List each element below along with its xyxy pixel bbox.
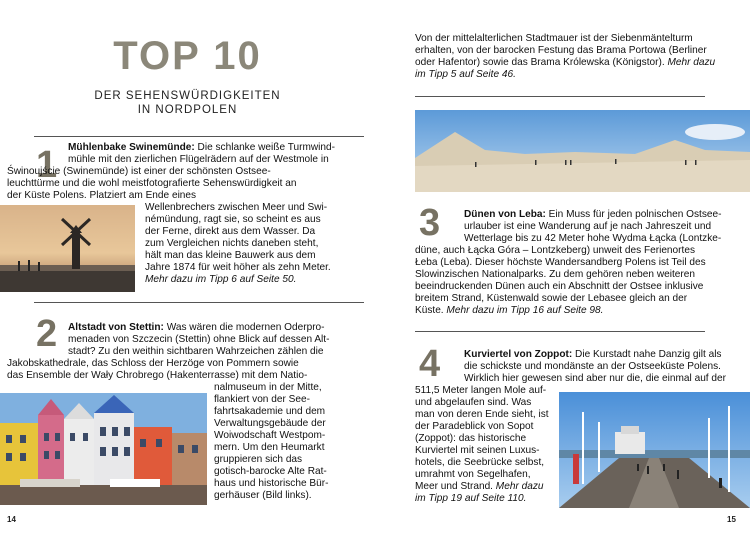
text-line: haus und historische Bür- [214, 478, 329, 489]
text-line: düne, auch Łącka Góra – Lontzkeberg) unweit des Ferienortes [415, 245, 695, 256]
text-line: (Zoppot): das historische [415, 433, 527, 444]
subtitle-line: DER SEHENSWÜRDIGKEITEN [94, 90, 281, 102]
windmill-photo [0, 205, 135, 292]
text-line: leuchttürme und die wohl meistfotografierte Sehenswürdigkeit an [7, 178, 297, 189]
text-line: menaden von Szczecin (Stettin) ohne Blick auf dessen Alt- [68, 334, 330, 345]
text-line: némündung, ragt sie, so scheint es aus [145, 214, 321, 225]
item-reference: im Tipp 19 auf Seite 110. [415, 493, 527, 504]
text-line: 511,5 Meter langen Mole auf- [415, 385, 547, 396]
text-line: flankiert von der See- [214, 394, 310, 405]
item-text-head [68, 322, 363, 334]
item-title: Mühlenbake Swinemünde: [68, 142, 195, 153]
text-line: gerhäuser (Bild links). [214, 490, 312, 501]
text-line: mühle mit den zierlichen Flügelrädern auf der Westmole in [68, 154, 329, 165]
text-line: hält man das kleine Bauwerk aus dem [145, 250, 316, 261]
sopot-pier-photo [559, 392, 750, 508]
text-line: Świnoujście (Swinemünde) ist einer der schönsten Ostsee- [7, 166, 271, 177]
text-line: Verwaltungsgebäude der [214, 418, 326, 429]
text-line: zum Vergleichen nichts daneben steht, [145, 238, 319, 249]
stettin-oldtown-photo [0, 393, 207, 505]
text-line: Jakobskathedrale, das Schloss der Herzöge von Pommern sowie [7, 358, 299, 369]
text-line: Jahre 1874 für weit höher als zehn Meter. [145, 262, 331, 273]
text-line: erhalten, von der barocken Festung das Brama Portowa (Berliner [415, 45, 707, 56]
item-title: Kurviertel von Zoppot: [464, 349, 573, 360]
text-line: der Küste Polens. Platziert am Ende eines [7, 190, 197, 201]
item-number: 2 [36, 313, 58, 355]
text-line: Meer und Strand. Mehr dazu [415, 481, 544, 492]
text-line: urlauber ist eine Wanderung auf je nach Jahreszeit und [464, 221, 712, 232]
text-line: stadt? Zu den weithin sichtbaren Wahrzeichen zählen die [68, 346, 324, 357]
text-line: man von deren Ende sieht, ist [415, 409, 549, 420]
text-line: Slowinzischen Nationalparks. Zu dem gehören neben weiteren [415, 269, 695, 280]
section-divider [34, 302, 364, 303]
text-line: Wetterlage bis zu 42 Meter hohe Wydma Łącka (Lontzke- [464, 233, 722, 244]
text-line: gruppieren sich das [214, 454, 303, 465]
text-line: Wellenbrechers zwischen Meer und Swi- [145, 202, 328, 213]
text-line: Die Kurstadt nahe Danzig gilt als [572, 349, 722, 360]
text-line: Woiwodschaft Westpom- [214, 430, 326, 441]
text-line: Küste. Mehr dazu im Tipp 16 auf Seite 98. [415, 305, 604, 316]
text-line: Die schlanke weiße Turmwind- [194, 142, 335, 153]
text-line: Łeba (Leba). Dieser höchste Wandersandberg Polens ist Teil des [415, 257, 706, 268]
item-title: Dünen von Leba: [464, 209, 546, 220]
page-subtitle [0, 89, 375, 117]
page-number: 14 [7, 515, 16, 524]
item-reference: Mehr dazu im Tipp 6 auf Seite 50. [145, 274, 297, 285]
section-divider [415, 96, 705, 97]
item-number: 1 [36, 144, 58, 186]
text-line: hotels, die Seebrücke selbst, [415, 457, 545, 468]
item-text-head [464, 349, 745, 361]
page-number: 15 [727, 515, 736, 524]
text-line: Kurviertel mit seinen Luxus- [415, 445, 540, 456]
item-reference: Mehr dazu [493, 481, 544, 492]
text-line: umrahmt von Segelhafen, [415, 469, 531, 480]
text-line: Wirklich hier gewesen sind aber nur die, die einmal auf der [464, 373, 727, 384]
text-line: Von der mittelalterlichen Stadtmauer ist der Siebenmäntelturm [415, 33, 693, 44]
text-line: der Paradeblick von Sopot [415, 421, 534, 432]
text-line: nalmuseum in der Mitte, [214, 382, 322, 393]
item-text-head [464, 209, 745, 221]
text-line: mern. Um den Heumarkt [214, 442, 325, 453]
section-divider [415, 331, 705, 332]
page-heading: TOP 10 [113, 34, 262, 78]
item-number: 4 [419, 343, 441, 385]
text-line: der Ferne, direkt aus dem Wasser. Da [145, 226, 316, 237]
leba-dunes-photo [415, 110, 750, 192]
text-line: das Ensemble der Wały Chrobrego (Hakenterrasse) mit dem Natio- [7, 370, 308, 381]
text-line: fahrtsakademie und dem [214, 406, 326, 417]
text-line: und abgelaufen sind. Was [415, 397, 532, 408]
item-text-head [68, 142, 363, 154]
item-title: Altstadt von Stettin: [68, 322, 164, 333]
section-divider [34, 136, 364, 137]
item-number: 3 [419, 202, 441, 244]
text-line: oder Hafentor) sowie das Brama Królewska (Königstor). Mehr dazu [415, 57, 716, 68]
text-line: gotisch-barocke Alte Rat- [214, 466, 327, 477]
item-reference: im Tipp 5 auf Seite 46. [415, 69, 516, 80]
text-line: Ein Muss für jeden polnischen Ostsee- [545, 209, 722, 220]
subtitle-line: IN NORDPOLEN [137, 104, 238, 116]
item-reference: Mehr dazu im Tipp 16 auf Seite 98. [443, 305, 604, 316]
text-line: beeindruckenden Dünen auch ein Abschnitt der Ostsee inklusive [415, 281, 704, 292]
text-line: breitem Strand, Küstenwald sowie der Lebasee gleich an der [415, 293, 688, 304]
right-page [375, 0, 750, 538]
text-line: Was wären die modernen Oderpro- [163, 322, 325, 333]
text-line: die schickste und mondänste an der Ostseeküste Polens. [464, 361, 721, 372]
